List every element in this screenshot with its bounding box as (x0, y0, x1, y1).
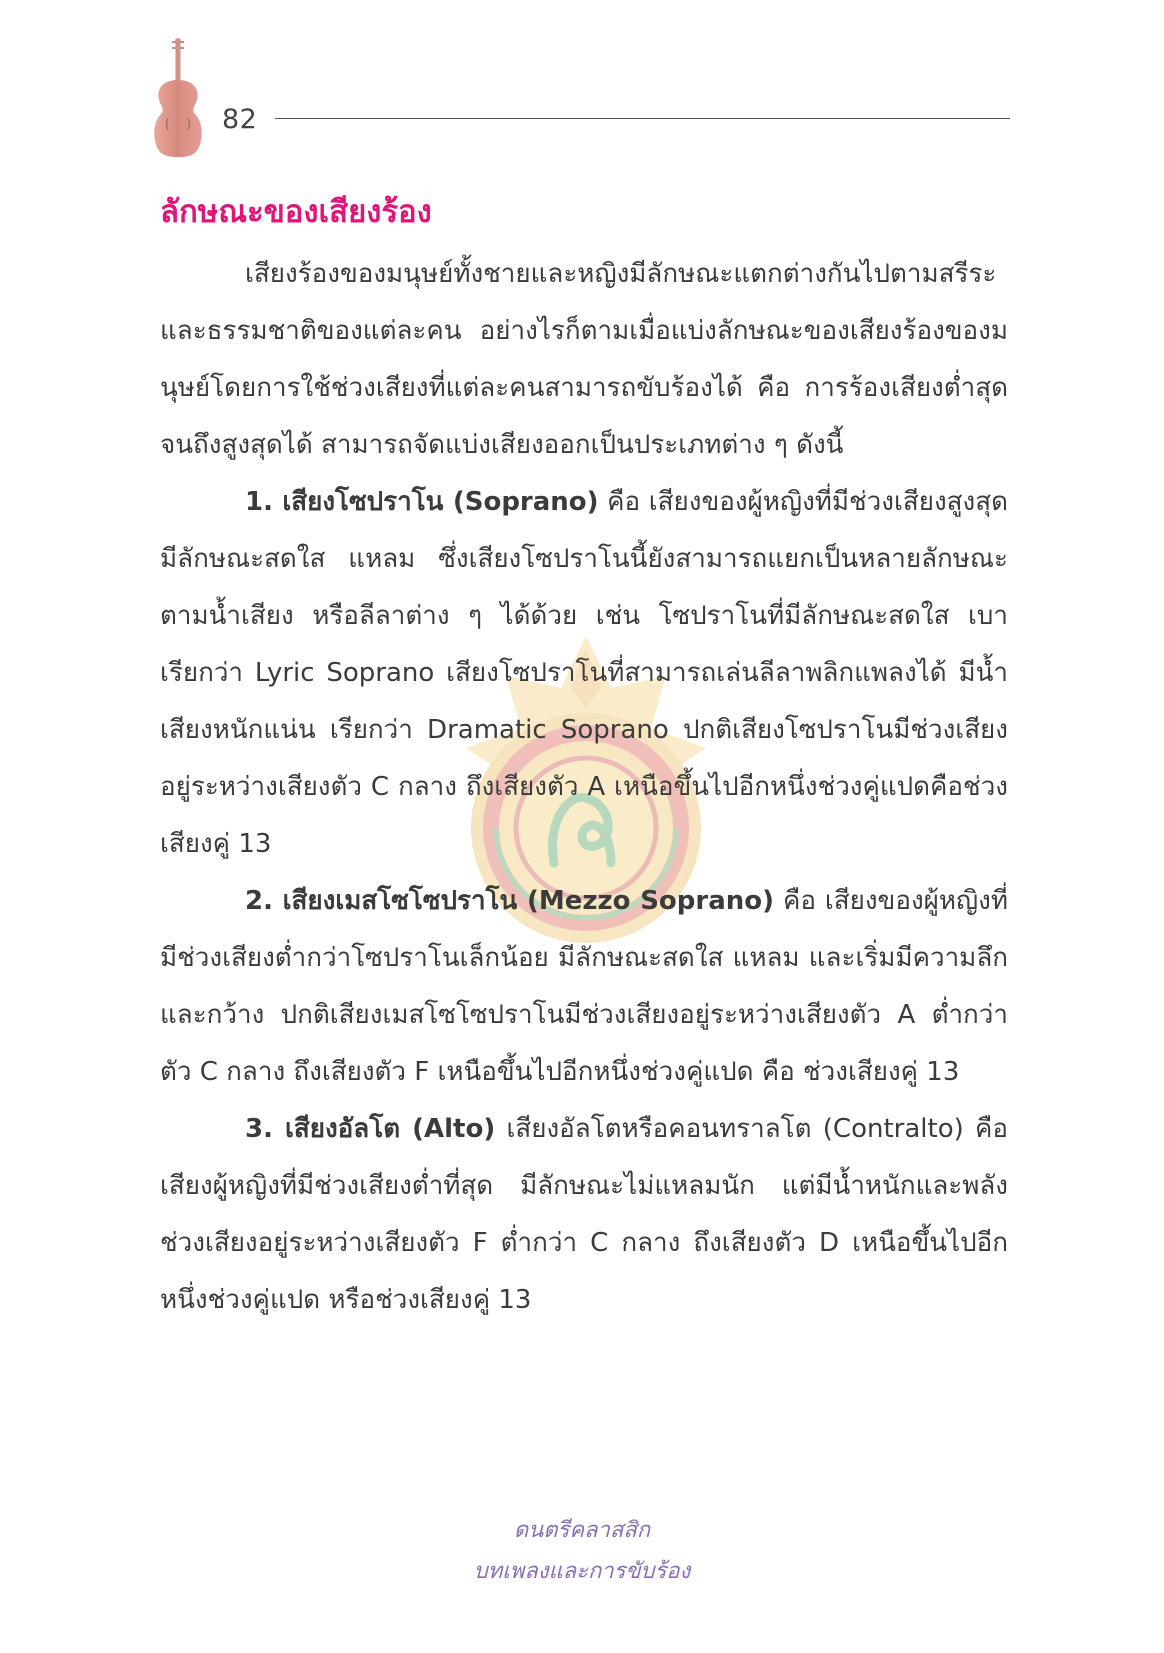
body-text (160, 246, 1008, 1329)
term-alto: 3. เสียงอัลโต (Alto) (245, 1114, 496, 1144)
paragraph-mezzo-soprano (160, 873, 1008, 1101)
term-soprano: 1. เสียงโซปราโน (Soprano) (245, 487, 599, 517)
intro-paragraph: เสียงร้องของมนุษย์ทั้งชายและหญิงมีลักษณะแตกต่างกันไปตามสรีระและธรรมชาติของแต่ละคน อย่างไรก็ตามเมื่อแบ่งลักษณะของเสียงร้องของมนุษย์โดยการใช้ช่วงเสียงที่แต่ละคนสามารถขับร้องได้ คือ การร้องเสียงต่ำสุดจนถึงสูงสุดได้ สามารถจัดแบ่งเสียงออกเป็นประเภทต่าง ๆ ดังนี้ (160, 259, 1008, 460)
footer-line-2: บทเพลงและการขับร้อง (473, 1559, 691, 1584)
violin-icon (150, 38, 206, 163)
section-title: ลักษณะของเสียงร้อง (160, 194, 432, 230)
paragraph-alto (160, 1101, 1008, 1329)
paragraph-soprano (160, 474, 1008, 873)
text-mezzo-soprano: คือ เสียงของผู้หญิงที่มีช่วงเสียงต่ำกว่าโซปราโนเล็กน้อย มีลักษณะสดใส แหลม และเริ่มมีความลึกและกว้าง ปกติเสียงเมสโซโซปราโนมีช่วงเสียงอยู่ระหว่างเสียงตัว A ต่ำกว่าตัว C กลาง ถึงเสียงตัว F เหนือขึ้นไปอีกหนึ่งช่วงคู่แปด คือ ช่วงเสียงคู่ 13 (160, 886, 1008, 1087)
header-rule (275, 118, 1010, 119)
page-number: 82 (222, 104, 258, 135)
term-mezzo-soprano: 2. เสียงเมสโซโซปราโน (Mezzo Soprano) (245, 886, 775, 916)
footer-line-1: ดนตรีคลาสสิก (513, 1518, 651, 1543)
text-alto: เสียงอัลโตหรือคอนทราลโต (Contralto) คือเสียงผู้หญิงที่มีช่วงเสียงต่ำที่สุด มีลักษณะไม่แหลมนัก แต่มีน้ำหนักและพลัง ช่วงเสียงอยู่ระหว่างเสียงตัว F ต่ำกว่า C กลาง ถึงเสียงตัว D เหนือขึ้นไปอีกหนึ่งช่วงคู่แปด หรือช่วงเสียงคู่ 13 (160, 1114, 1009, 1315)
text-soprano: คือ เสียงของผู้หญิงที่มีช่วงเสียงสูงสุด มีลักษณะสดใส แหลม ซึ่งเสียงโซปราโนนี้ยังสามารถแยกเป็นหลายลักษณะตามน้ำเสียง หรือลีลาต่าง ๆ ได้ด้วย เช่น โซปราโนที่มีลักษณะสดใส เบา เรียกว่า Lyric Soprano เสียงโซปราโนที่สามารถเล่นลีลาพลิกแพลงได้ มีน้ำเสียงหนักแน่น เรียกว่า Dramatic Soprano ปกติเสียงโซปราโนมีช่วงเสียงอยู่ระหว่างเสียงตัว C กลาง ถึงเสียงตัว A เหนือขึ้นไปอีกหนึ่งช่วงคู่แปดคือช่วงเสียงคู่ 13 (160, 487, 1008, 859)
